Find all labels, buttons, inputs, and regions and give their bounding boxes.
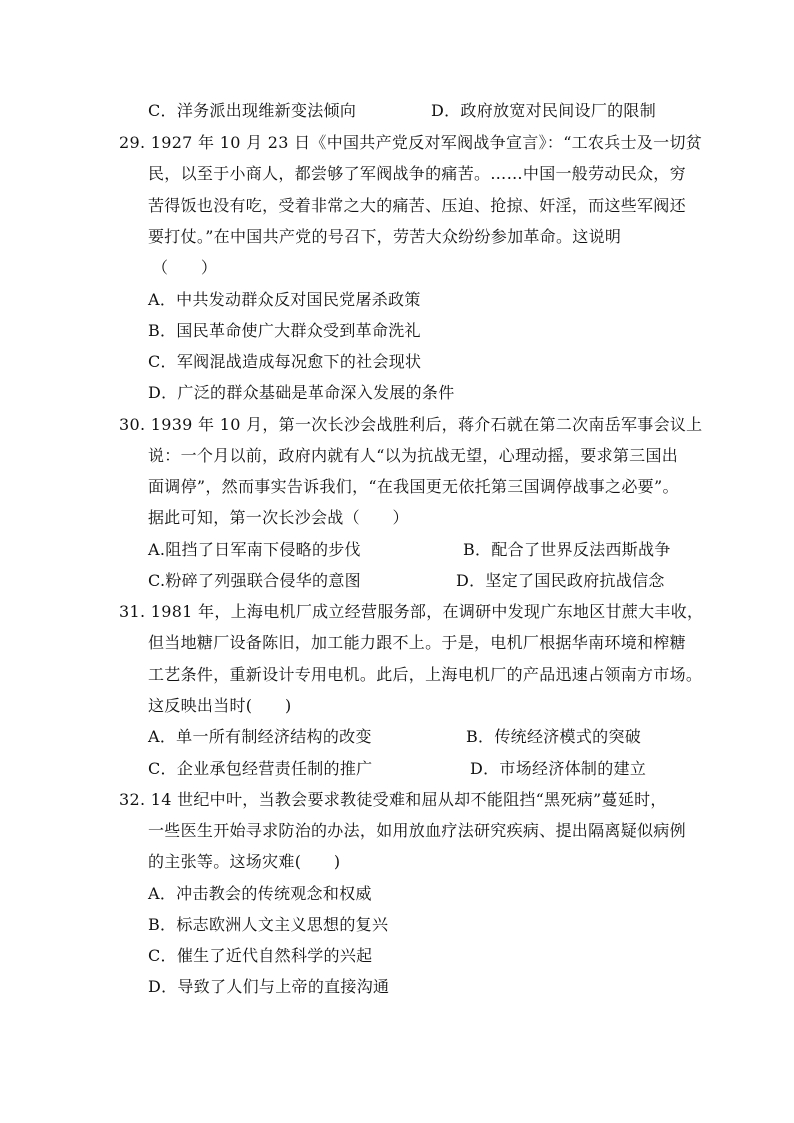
q31-option-d: D．市场经济体制的建立 <box>470 759 647 778</box>
q31-stem-line-2: 但当地糖厂设备陈旧，加工能力跟不上。于是，电机厂根据华南环境和榨糖 <box>148 633 686 652</box>
q30-option-d: D．坚定了国民政府抗战信念 <box>456 571 665 590</box>
q31-option-c: C．企业承包经营责任制的推广 <box>148 759 373 778</box>
q29-option-a: A．中共发动群众反对国民党屠杀政策 <box>148 290 421 309</box>
q29-answer-blank: （ ） <box>152 258 218 277</box>
q30-stem-line-4: 据此可知，第一次长沙会战（ ） <box>148 508 409 527</box>
option-c-prev: C．洋务派出现维新变法倾向 <box>148 101 357 120</box>
q29-option-c: C．军阀混战造成每况愈下的社会现状 <box>148 352 422 371</box>
option-d-prev: D．政府放宽对民间设厂的限制 <box>431 101 657 120</box>
q31-stem-line-3: 工艺条件，重新设计专用电机。此后，上海电机厂的产品迅速占领南方市场。 <box>148 665 703 684</box>
q32-option-c: C．催生了近代自然科学的兴起 <box>148 946 373 965</box>
q31-option-a: A．单一所有制经济结构的改变 <box>148 727 372 746</box>
q29-stem-line-1: 29. 1927 年 10 月 23 日《中国共产党反对军阀战争宣言》：“工农兵士及一切贫 <box>119 133 703 152</box>
q29-stem-line-2: 民，以至于小商人，都尝够了军阀战争的痛苦。……中国一般劳动民众，穷 <box>148 164 686 183</box>
q32-option-a: A．冲击教会的传统观念和权威 <box>148 884 372 903</box>
q30-stem-line-1: 30. 1939 年 10 月，第一次长沙会战胜利后，蒋介石就在第二次南岳军事会议上 <box>119 415 703 434</box>
q31-option-b: B．传统经济模式的突破 <box>466 727 642 746</box>
q32-stem-line-2: 一些医生开始寻求防治的办法，如用放血疗法研究疾病、提出隔离疑似病例 <box>148 821 686 840</box>
q29-option-d: D．广泛的群众基础是革命深入发展的条件 <box>148 383 455 402</box>
q29-stem-line-4: 要打仗。”在中国共产党的号召下，劳苦大众纷纷参加革命。这说明 <box>148 227 622 246</box>
q32-option-d: D．导致了人们与上帝的直接沟通 <box>148 977 390 996</box>
q29-option-b: B．国民革命使广大群众受到革命洗礼 <box>148 321 421 340</box>
q30-option-b: B．配合了世界反法西斯战争 <box>463 540 671 559</box>
q32-stem-line-1: 32. 14 世纪中叶，当教会要求教徒受难和屈从却不能阻挡“黑死病”蔓延时， <box>119 790 667 809</box>
q31-stem-line-1: 31. 1981 年，上海电机厂成立经营服务部，在调研中发现广东地区甘蔗大丰收， <box>119 602 704 621</box>
q30-option-c: C.粉碎了列强联合侵华的意图 <box>148 571 361 590</box>
q32-option-b: B．标志欧洲人文主义思想的复兴 <box>148 915 389 934</box>
q30-stem-line-3: 面调停”，然而事实告诉我们，“在我国更无依托第三国调停战事之必要”。 <box>148 477 679 496</box>
q31-stem-line-4: 这反映出当时( ) <box>148 696 292 715</box>
q29-stem-line-3: 苦得饭也没有吃，受着非常之大的痛苦、压迫、抢掠、奸淫，而这些军阀还 <box>148 196 686 215</box>
q30-stem-line-2: 说：一个月以前，政府内就有人“以为抗战无望，心理动摇，要求第三国出 <box>148 446 679 465</box>
q32-stem-line-3: 的主张等。这场灾难( ) <box>148 852 341 871</box>
q30-option-a: A.阻挡了日军南下侵略的步伐 <box>148 540 361 559</box>
